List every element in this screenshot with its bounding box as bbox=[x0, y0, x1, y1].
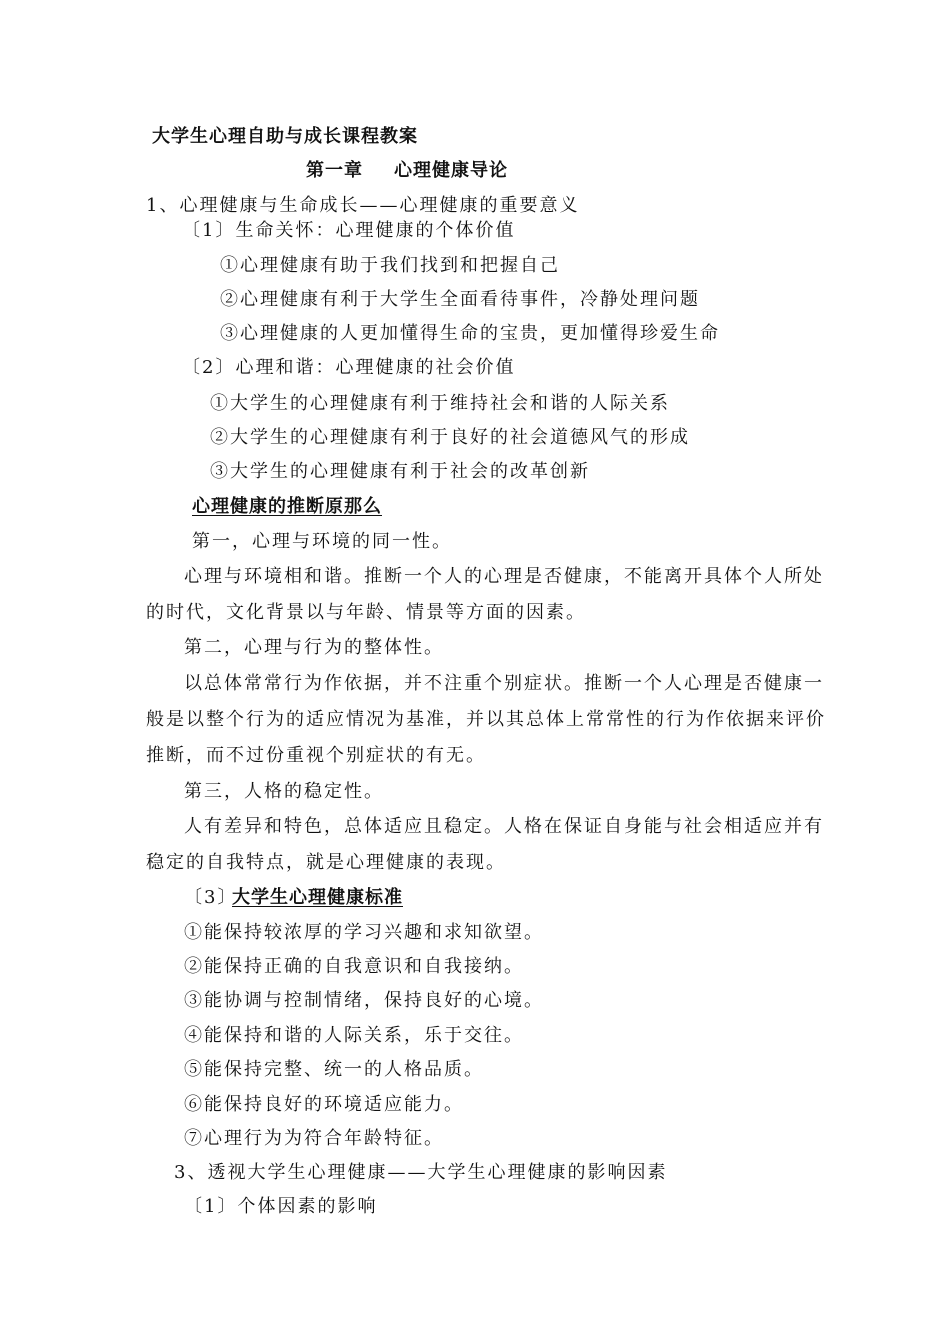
paragraph-line: 以总体常常行为作依据，并不注重个别症状。推断一个人心理是否健康一 bbox=[184, 673, 824, 694]
section-1-heading: 1、心理健康与生命成长——心理健康的重要意义 bbox=[146, 195, 580, 216]
list-item: ⑤能保持完整、统一的人格品质。 bbox=[184, 1059, 484, 1080]
list-item: ③能协调与控制情绪，保持良好的心境。 bbox=[184, 990, 544, 1011]
document-title: 大学生心理自助与成长课程教案 bbox=[152, 126, 418, 147]
subsection-1-1-label: 〔1〕生命关怀：心理健康的个体价值 bbox=[182, 220, 516, 241]
paragraph-line: 人有差异和特色，总体适应且稳定。人格在保证自身能与社会相适应并有 bbox=[184, 816, 824, 837]
paragraph-line: 般是以整个行为的适应情况为基准，并以其总体上常常性的行为作依据来评价 bbox=[146, 709, 826, 730]
paragraph-line: 推断，而不过份重视个别症状的有无。 bbox=[146, 745, 486, 766]
list-item: ①能保持较浓厚的学习兴趣和求知欲望。 bbox=[184, 922, 544, 943]
list-item: ④能保持和谐的人际关系，乐于交往。 bbox=[184, 1025, 524, 1046]
list-item: ②心理健康有利于大学生全面看待事件，冷静处理问题 bbox=[220, 289, 700, 310]
principle-1-title: 第一，心理与环境的同一性。 bbox=[192, 531, 452, 552]
list-item: ⑦心理行为为符合年龄特征。 bbox=[184, 1128, 444, 1149]
chapter-name: 心理健康导论 bbox=[394, 160, 508, 181]
standards-heading: 大学生心理健康标准 bbox=[232, 887, 403, 908]
paragraph-line: 稳定的自我特点，就是心理健康的表现。 bbox=[146, 852, 506, 873]
principle-3-title: 第三，人格的稳定性。 bbox=[184, 781, 384, 802]
list-item: ⑥能保持良好的环境适应能力。 bbox=[184, 1094, 464, 1115]
paragraph-line: 心理与环境相和谐。推断一个人的心理是否健康，不能离开具体个人所处 bbox=[184, 566, 824, 587]
principles-heading: 心理健康的推断原那么 bbox=[192, 496, 382, 517]
list-item: ②大学生的心理健康有利于良好的社会道德风气的形成 bbox=[210, 427, 690, 448]
paragraph-line: 的时代，文化背景以与年龄、情景等方面的因素。 bbox=[146, 602, 586, 623]
list-item: ③大学生的心理健康有利于社会的改革创新 bbox=[210, 461, 590, 482]
subsection-3-1-label: 〔1〕个体因素的影响 bbox=[184, 1196, 378, 1217]
standards-prefix: 〔3〕 bbox=[184, 887, 238, 908]
list-item: ①心理健康有助于我们找到和把握自己 bbox=[220, 255, 560, 276]
list-item: ①大学生的心理健康有利于维持社会和谐的人际关系 bbox=[210, 393, 670, 414]
list-item: ②能保持正确的自我意识和自我接纳。 bbox=[184, 956, 524, 977]
chapter-number: 第一章 bbox=[306, 160, 363, 181]
principle-2-title: 第二，心理与行为的整体性。 bbox=[184, 637, 444, 658]
section-3-heading: 3、透视大学生心理健康——大学生心理健康的影响因素 bbox=[174, 1162, 668, 1183]
list-item: ③心理健康的人更加懂得生命的宝贵，更加懂得珍爱生命 bbox=[220, 323, 720, 344]
subsection-1-2-label: 〔2〕心理和谐：心理健康的社会价值 bbox=[182, 357, 516, 378]
